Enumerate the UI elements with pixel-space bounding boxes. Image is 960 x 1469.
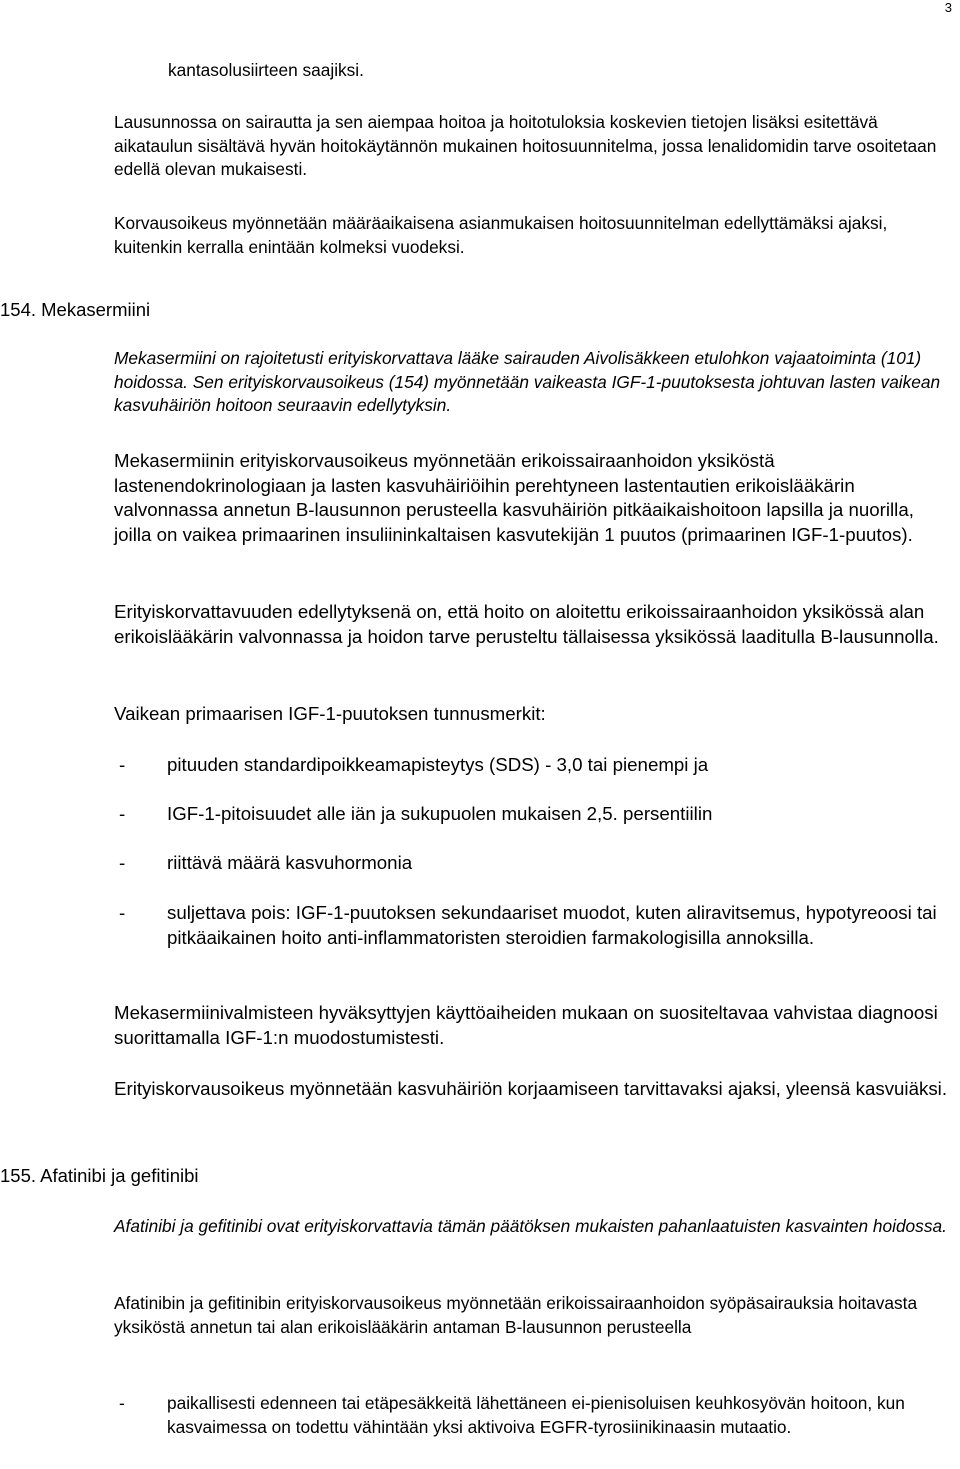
list-item [114, 851, 954, 876]
list-item [114, 1392, 954, 1439]
section-154-list-intro: Vaikean primaarisen IGF-1-puutoksen tunnusmerkit: [114, 703, 546, 724]
list-item [114, 802, 954, 827]
list-dash: - [119, 902, 126, 923]
section-154-heading: 154. Mekasermiini [0, 299, 151, 320]
list-item-text: IGF-1-pitoisuudet alle iän ja sukupuolen mukaisen 2,5. persentiilin [167, 803, 713, 824]
list-dash: - [119, 754, 126, 775]
section-154-paragraph-4: Erityiskorvausoikeus myönnetään kasvuhäiriön korjaamiseen tarvittavaksi ajaksi, yleensä kasvuiäksi. [114, 1078, 948, 1099]
list-item-text: riittävä määrä kasvuhormonia [167, 852, 413, 873]
list-dash: - [119, 1393, 125, 1413]
list-item-text: pituuden standardipoikkeamapisteytys (SDS) - 3,0 tai pienempi ja [167, 754, 709, 775]
page-number: 3 [944, 0, 952, 15]
list-item-text: suljettava pois: IGF-1-puutoksen sekundaariset muodot, kuten aliravitsemus, hypotyreoosi tai pitkäaikainen hoito anti-inflammatoristen steroidien farmakologisilla annoksilla. [167, 902, 937, 948]
list-item [114, 753, 954, 778]
list-dash: - [119, 852, 126, 873]
list-dash: - [119, 803, 126, 824]
section-155-italic-paragraph: Afatinibi ja gefitinibi ovat erityiskorvattavia tämän päätöksen mukaisten pahanlaatuisten kasvainten hoidossa. [114, 1216, 947, 1236]
section-155-paragraph-1: Afatinibin ja gefitinibin erityiskorvausoikeus myönnetään erikoissairaanhoidon syöpäsairauksia hoitavasta yksiköstä annetun tai alan erikoislääkärin antaman B-lausunnon perusteella [114, 1293, 918, 1337]
intro-paragraph-1: Lausunnossa on sairautta ja sen aiempaa hoitoa ja hoitotuloksia koskevien tietojen lisäksi esitettävä aikataulun sisältävä hyvän hoitokäytännön mukainen hoitosuunnitelma, jossa lenalidomidin tarve osoitetaan edellä olevan mukaisesti. [114, 112, 937, 179]
intro-fragment: kantasolusiirteen saajiksi. [168, 60, 364, 80]
intro-paragraph-2: Korvausoikeus myönnetään määräaikaisena asianmukaisen hoitosuunnitelman edellyttämäksi ajaksi, kuitenkin kerralla enintään kolmeksi vuodeksi. [114, 213, 888, 257]
section-155-heading: 155. Afatinibi ja gefitinibi [0, 1165, 199, 1186]
list-item-text: paikallisesti edenneen tai etäpesäkkeitä lähettäneen ei-pienisoluisen keuhkosyövän hoitoon, kun kasvaimessa on todettu vähintään yksi aktivoiva EGFR-tyrosiinikinaasin mutaatio. [167, 1393, 905, 1437]
section-154-italic-paragraph: Mekasermiini on rajoitetusti erityiskorvattava lääke sairauden Aivolisäkkeen etulohkon vajaatoiminta (101) hoidossa. Sen erityiskorvausoikeus (154) myönnetään vaikeasta IGF-1-puutoksesta johtuvan lasten vaikean kasvuhäiriön hoitoon seuraavin edellytyksin. [114, 348, 941, 415]
section-154-paragraph-3: Mekasermiinivalmisteen hyväksyttyjen käyttöaiheiden mukaan on suositeltavaa vahvistaa diagnoosi suorittamalla IGF-1:n muodostumistesti. [114, 1002, 938, 1048]
section-154-paragraph-1: Mekasermiinin erityiskorvausoikeus myönnetään erikoissairaanhoidon yksiköstä lastenendokrinologiaan ja lasten kasvuhäiriöihin perehtyneen lastentautien erikoislääkärin valvonnassa annetun B-lausunnon perusteella kasvuhäiriön pitkäaikaishoitoon lapsilla ja nuorilla, joilla on vaikea primaarinen insuliininkaltaisen kasvutekijän 1 puutos (primaarinen IGF-1-puutos). [114, 450, 914, 545]
section-154-paragraph-2: Erityiskorvattavuuden edellytyksenä on, että hoito on aloitettu erikoissairaanhoidon yksikössä alan erikoislääkärin valvonnassa ja hoidon tarve perusteltu tällaisessa yksikössä laaditulla B-lausunnolla. [114, 601, 939, 647]
list-item [114, 901, 954, 950]
